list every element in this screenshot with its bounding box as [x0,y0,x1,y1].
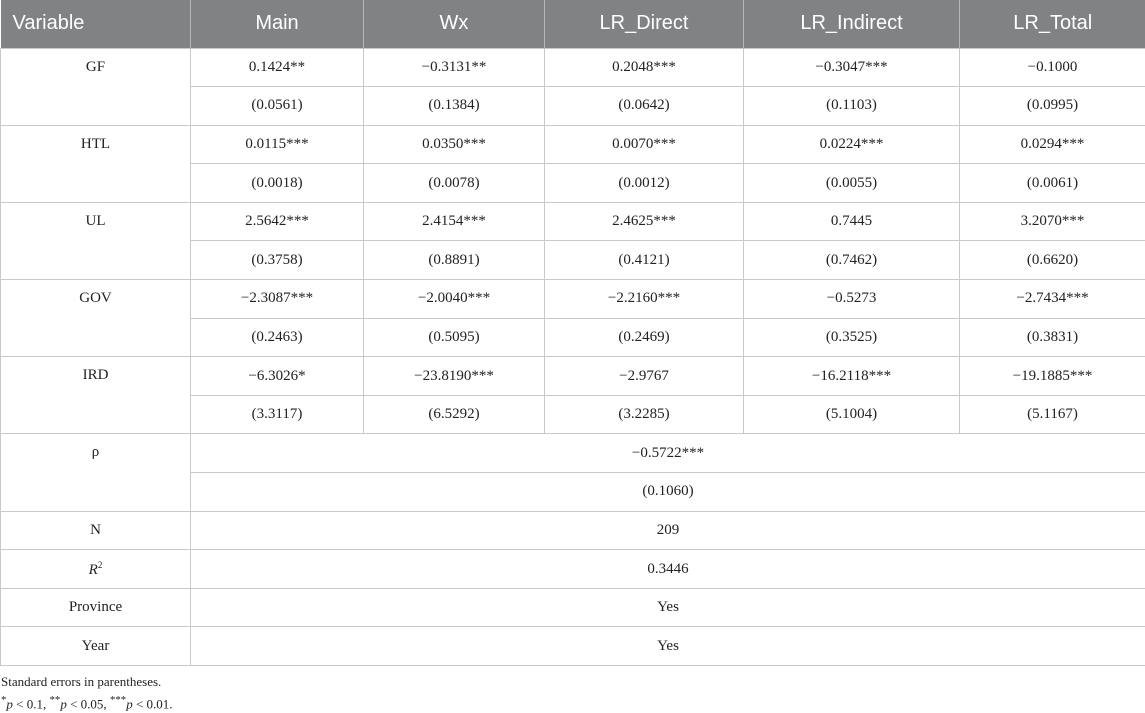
table-row [1,511,1145,550]
table-row [1,588,1145,627]
header-lr-direct: LR_Direct [545,0,744,48]
table-row [1,357,1145,396]
variable-name-rho: ρ [1,434,191,511]
se-cell: (0.7462) [744,241,960,280]
se-cell: (5.1167) [960,395,1145,434]
table-row [1,550,1145,589]
table-row [1,125,1145,164]
se-cell: (0.1103) [744,87,960,126]
table-row [1,627,1145,666]
header-wx: Wx [364,0,545,48]
table-body [1,48,1145,666]
se-cell: (0.0995) [960,87,1145,126]
header-row [1,0,1145,48]
se-cell: (0.1384) [364,87,545,126]
coef-cell: −23.8190*** [364,357,545,396]
se-cell: (0.0018) [191,164,364,203]
coef-cell: −0.5273 [744,280,960,319]
se-cell: (6.5292) [364,395,545,434]
coef-cell: 0.0115*** [191,125,364,164]
se-cell: (0.0078) [364,164,545,203]
se-cell: (0.2469) [545,318,744,357]
r2-label: $R^2$ [89,562,103,578]
coef-cell: 2.4625*** [545,202,744,241]
coef-cell: −2.0040*** [364,280,545,319]
table-row [1,280,1145,319]
note-significance: *p < 0.1, **p < 0.05, ***p < 0.01. [1,691,173,713]
coef-cell: −2.3087*** [191,280,364,319]
se-cell: (3.2285) [545,395,744,434]
coef-cell: 0.0070*** [545,125,744,164]
variable-name-ul: UL [1,202,191,279]
se-cell: (0.2463) [191,318,364,357]
variable-name-n: N [1,511,191,550]
se-cell: (0.3831) [960,318,1145,357]
rho-value: −0.5722*** [191,434,1145,473]
header-main: Main [191,0,364,48]
n-value: 209 [191,511,1145,550]
table-row [1,202,1145,241]
header-lr-total: LR_Total [960,0,1145,48]
se-cell: (5.1004) [744,395,960,434]
table-header [1,0,1145,48]
r2-value: 0.3446 [191,550,1145,589]
rho-se: (0.1060) [191,473,1145,512]
coef-cell: 2.5642*** [191,202,364,241]
se-cell: (0.4121) [545,241,744,280]
coef-cell: 0.7445 [744,202,960,241]
variable-name-gf: GF [1,48,191,125]
header-lr-indirect: LR_Indirect [744,0,960,48]
coef-cell: −0.3131** [364,48,545,87]
table-notes [1,672,173,713]
se-cell: (0.0561) [191,87,364,126]
coef-cell: −2.7434*** [960,280,1145,319]
coef-cell: −0.3047*** [744,48,960,87]
variable-name-r2 [1,550,191,589]
coef-cell: −2.2160*** [545,280,744,319]
header-variable: Variable [1,0,191,48]
coef-cell: 2.4154*** [364,202,545,241]
se-cell: (0.0012) [545,164,744,203]
coef-cell: 0.0350*** [364,125,545,164]
coef-cell: −19.1885*** [960,357,1145,396]
variable-name-ird: IRD [1,357,191,434]
se-cell: (0.3758) [191,241,364,280]
province-value: Yes [191,588,1145,627]
se-cell: (0.5095) [364,318,545,357]
variable-name-year: Year [1,627,191,666]
se-cell: (0.0642) [545,87,744,126]
coef-cell: 0.2048*** [545,48,744,87]
se-cell: (0.3525) [744,318,960,357]
coef-cell: 0.0294*** [960,125,1145,164]
table-row [1,434,1145,473]
se-cell: (0.8891) [364,241,545,280]
coef-cell: 0.0224*** [744,125,960,164]
variable-name-gov: GOV [1,280,191,357]
note-standard-errors: Standard errors in parentheses. [1,672,173,691]
coef-cell: −6.3026* [191,357,364,396]
se-cell: (0.0055) [744,164,960,203]
coef-cell: −2.9767 [545,357,744,396]
table-row [1,48,1145,87]
se-cell: (0.0061) [960,164,1145,203]
se-cell: (3.3117) [191,395,364,434]
year-value: Yes [191,627,1145,666]
coef-cell: −16.2118*** [744,357,960,396]
coef-cell: 3.2070*** [960,202,1145,241]
coef-cell: −0.1000 [960,48,1145,87]
variable-name-htl: HTL [1,125,191,202]
coef-cell: 0.1424** [191,48,364,87]
se-cell: (0.6620) [960,241,1145,280]
variable-name-province: Province [1,588,191,627]
